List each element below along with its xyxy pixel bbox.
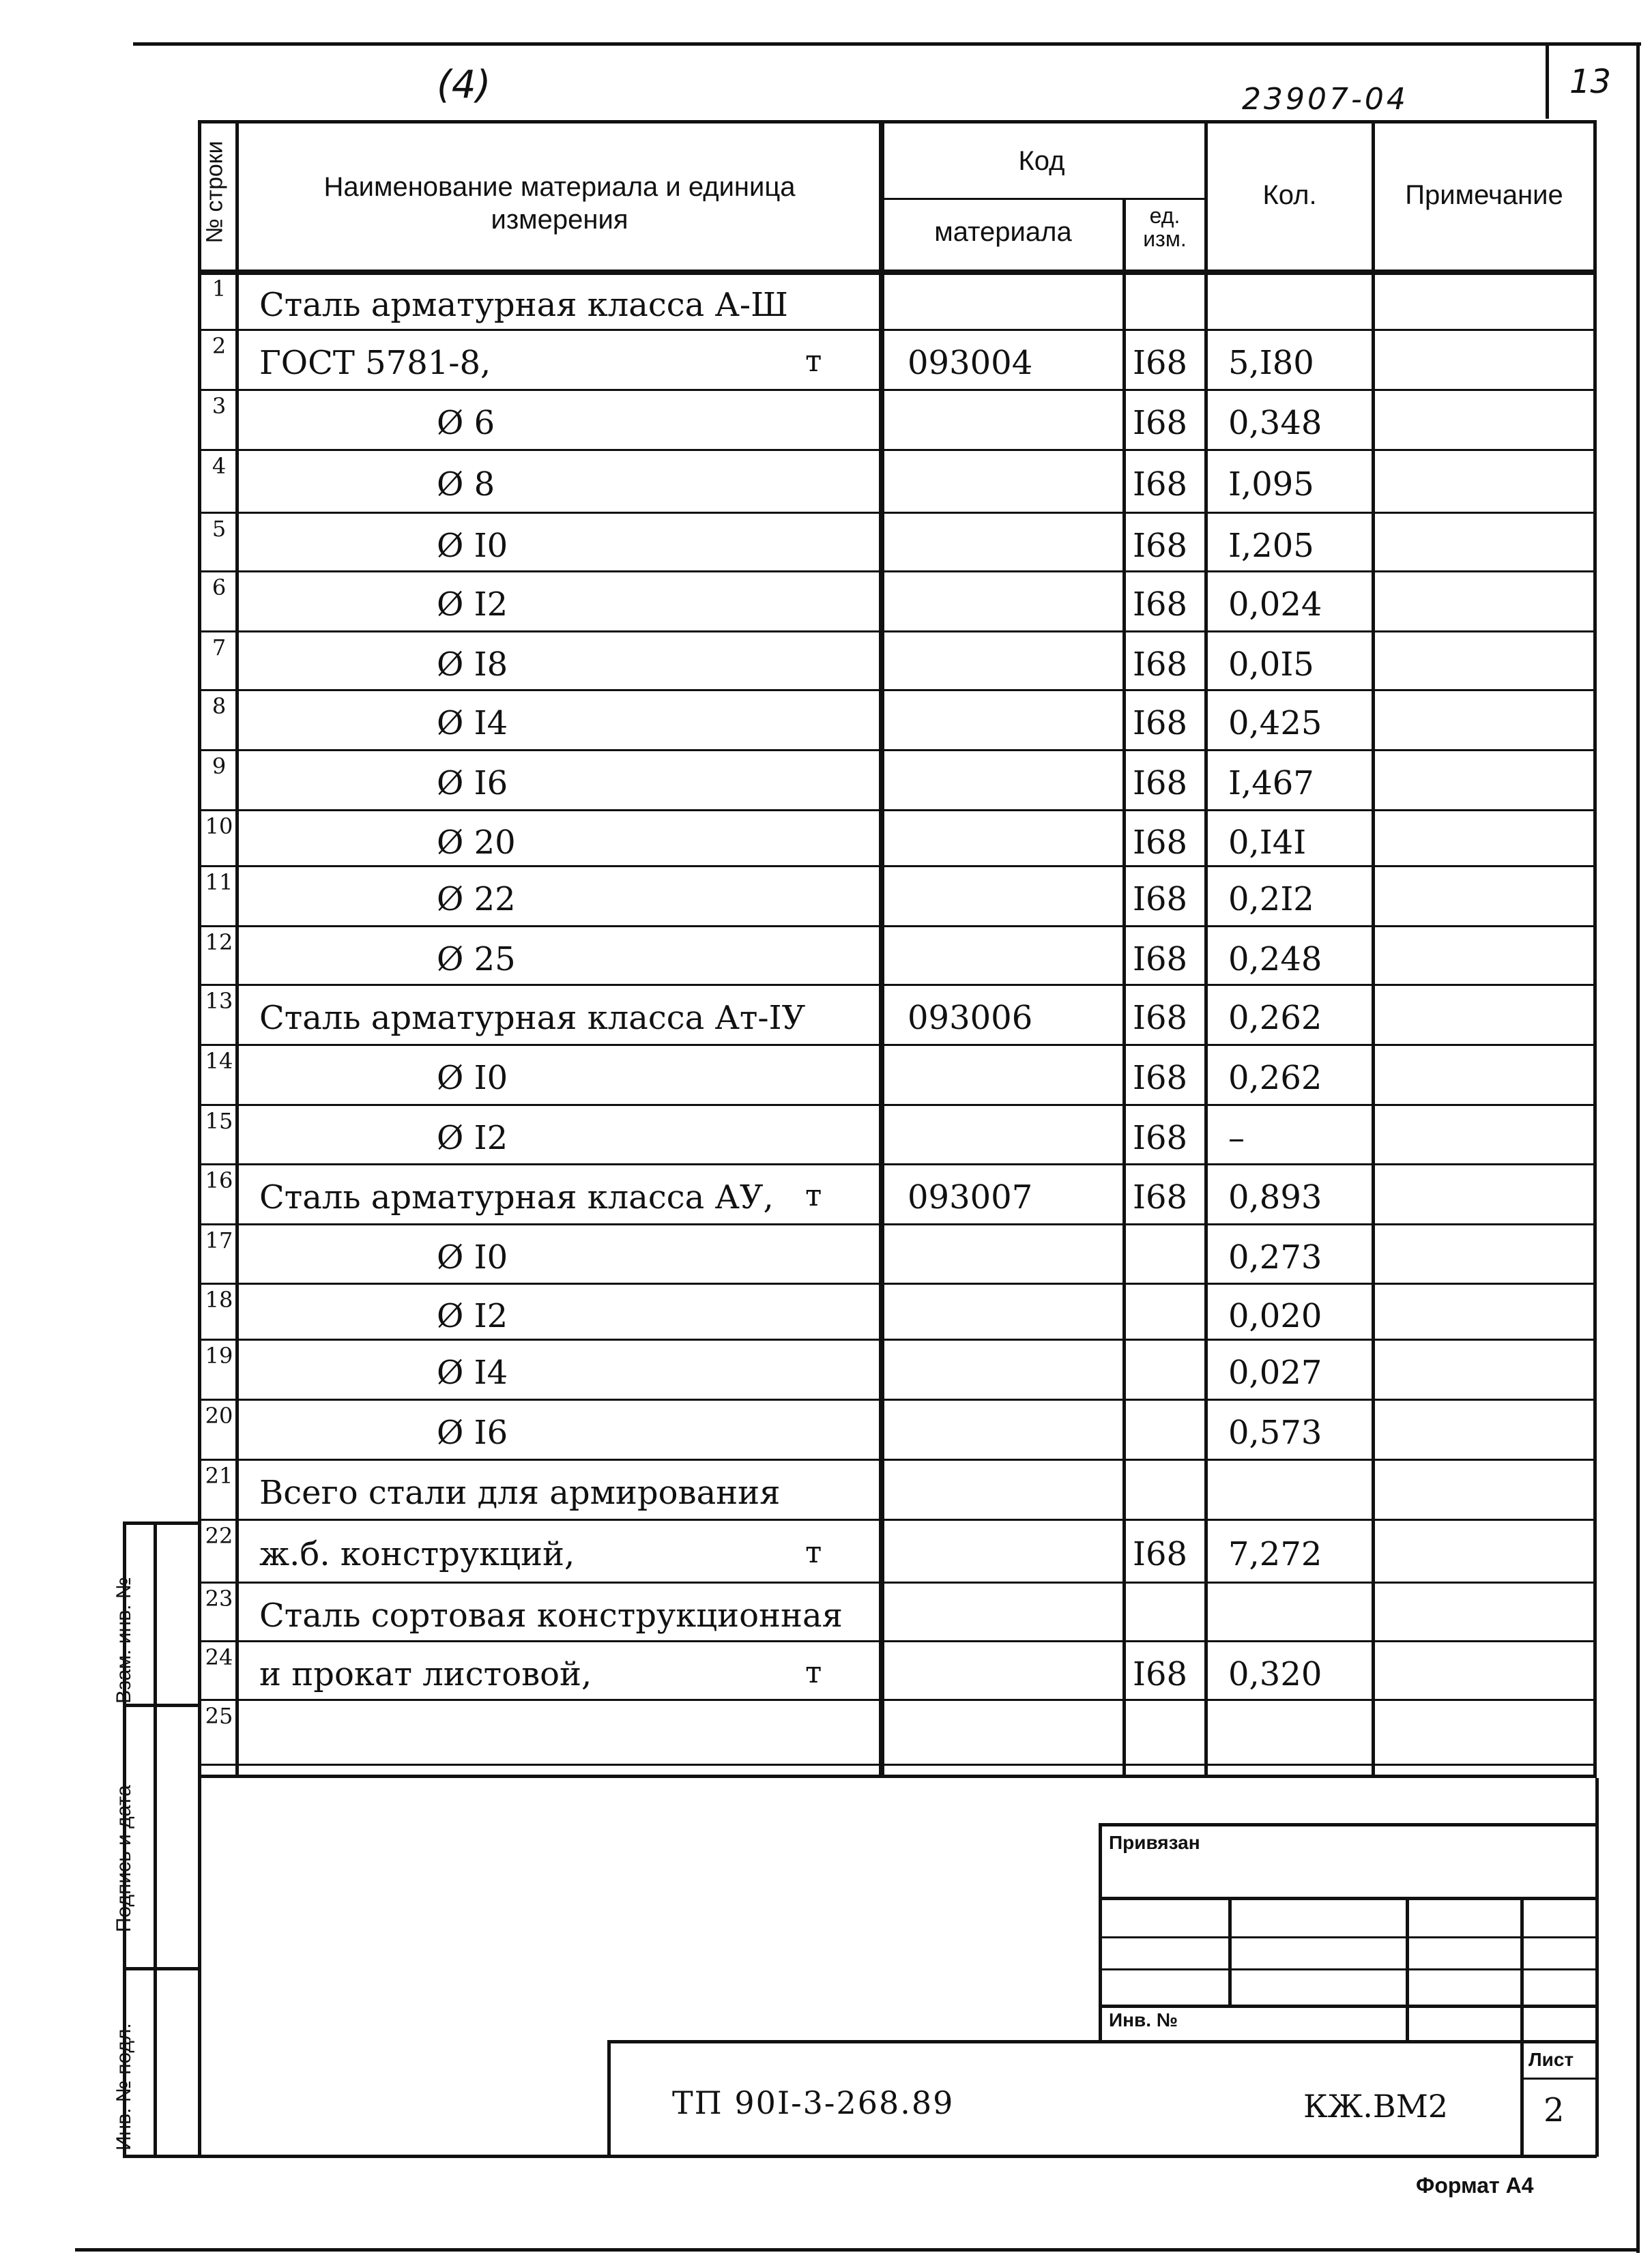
quantity: 0,273 [1228, 1238, 1322, 1277]
unit-code: I68 [1133, 585, 1188, 624]
unit-code: I68 [1133, 344, 1188, 383]
quantity: 0,020 [1228, 1296, 1322, 1335]
header-code-material: материала [934, 217, 1072, 247]
row-separator [198, 1459, 1597, 1461]
row-number: 6 [212, 574, 227, 600]
row-number: 25 [205, 1703, 233, 1729]
row-number: 1 [212, 276, 227, 302]
tb-col-2 [1406, 1897, 1409, 2041]
row-number: 16 [205, 1167, 233, 1193]
tb-right-line [1595, 1778, 1599, 2157]
row-separator [198, 689, 1597, 691]
material-name: Ø I2 [437, 585, 508, 624]
top-left-mark: (4) [437, 63, 491, 107]
code-subheader-line [879, 198, 1204, 200]
row-number: 13 [205, 988, 233, 1014]
tb-stamp-top-line [607, 2040, 1597, 2043]
material-name: Ø I4 [437, 704, 508, 743]
material-name: Ø I2 [437, 1119, 508, 1158]
material-name: ж.б. конструкций, [259, 1534, 575, 1573]
row-number: 12 [205, 929, 233, 955]
unit-code: I68 [1133, 999, 1188, 1038]
unit-code: I68 [1133, 465, 1188, 504]
material-name: Ø I0 [437, 1238, 508, 1277]
row-number: 11 [205, 869, 233, 895]
row-separator [198, 1044, 1597, 1046]
row-separator [198, 1163, 1597, 1165]
unit-code: I68 [1133, 1655, 1188, 1693]
material-name: ГОСТ 5781-8, [259, 344, 491, 383]
row-number: 4 [212, 453, 227, 479]
material-name: Ø I6 [437, 764, 508, 803]
row-number: 5 [212, 516, 227, 542]
unit-code: I68 [1133, 1059, 1188, 1098]
header-code: Код [1018, 146, 1065, 176]
row-number: 20 [205, 1403, 233, 1429]
unit-code: I68 [1133, 940, 1188, 978]
quantity: – [1228, 1119, 1245, 1158]
quantity: 0,0I5 [1228, 645, 1314, 684]
header-material-name: Наименование материала и единица измерения [323, 172, 796, 235]
row-separator [198, 1223, 1597, 1225]
material-name: Сталь сортовая конструкционная [259, 1596, 843, 1635]
unit-mark: т [805, 1655, 822, 1690]
material-name: Сталь арматурная класса Ат-IУ [259, 999, 806, 1038]
col-line-rowno [235, 120, 239, 1778]
material-name: Ø 22 [437, 880, 516, 919]
format-label: Формат А4 [1416, 2173, 1534, 2198]
quantity: I,095 [1228, 465, 1314, 504]
quantity: 0,262 [1228, 1059, 1322, 1098]
header-row-number: № строки [201, 141, 228, 244]
quantity: 0,I4I [1228, 823, 1307, 862]
unit-code: I68 [1133, 526, 1188, 565]
page-corner-number: 13 [1569, 63, 1612, 101]
side-label-podpis: Подпись и дата [113, 1785, 135, 1932]
quantity: I,205 [1228, 526, 1314, 565]
unit-code: I68 [1133, 404, 1188, 443]
side-stamp-divider-1 [123, 1704, 199, 1707]
frame-top-line [133, 42, 1641, 46]
quantity: 5,I80 [1228, 344, 1314, 383]
frame-bottom-inner-line [123, 2155, 1597, 2158]
unit-mark: т [805, 344, 822, 379]
material-name: Ø I2 [437, 1296, 508, 1335]
row-separator [198, 1764, 1597, 1766]
side-label-inv-podl: Инв. № подл. [113, 2023, 135, 2151]
row-separator [198, 449, 1597, 451]
row-separator [198, 1640, 1597, 1642]
quantity: 0,2I2 [1228, 880, 1314, 919]
material-name: Ø I0 [437, 526, 508, 565]
row-separator [198, 925, 1597, 927]
row-number: 9 [212, 753, 227, 779]
row-separator [198, 1104, 1597, 1106]
row-separator [198, 1699, 1597, 1701]
material-name: Сталь арматурная класса АУ, [259, 1178, 774, 1217]
unit-code: I68 [1133, 1178, 1188, 1217]
row-separator [198, 1582, 1597, 1584]
quantity: 0,893 [1228, 1178, 1322, 1217]
quantity: 0,573 [1228, 1414, 1322, 1453]
frame-bottom-line [75, 2248, 1638, 2252]
quantity: 0,425 [1228, 704, 1322, 743]
quantity: 0,348 [1228, 404, 1322, 443]
header-code-unit: ед. изм. [1143, 203, 1187, 251]
row-separator [198, 329, 1597, 331]
row-separator [198, 389, 1597, 391]
row-number: 14 [205, 1048, 233, 1074]
unit-code: I68 [1133, 880, 1188, 919]
unit-code: I68 [1133, 645, 1188, 684]
unit-code: I68 [1133, 1534, 1188, 1573]
row-separator [198, 1339, 1597, 1341]
side-stamp-mid-line [154, 1521, 157, 2156]
tb-list-number: 2 [1544, 2091, 1565, 2129]
row-separator [198, 809, 1597, 811]
quantity: 7,272 [1228, 1534, 1322, 1573]
row-number: 2 [212, 333, 227, 359]
quantity: 0,248 [1228, 940, 1322, 978]
side-stamp-top-line [123, 1521, 199, 1525]
row-number: 8 [212, 693, 227, 719]
row-number: 22 [205, 1523, 233, 1549]
material-name: Ø 6 [437, 404, 495, 443]
material-name: Ø 25 [437, 940, 516, 978]
row-number: 15 [205, 1108, 233, 1134]
side-label-vzam: Взам. инв. № [113, 1577, 135, 1704]
unit-mark: т [805, 1178, 822, 1214]
col-line-material [1122, 198, 1126, 1778]
doc-number: 23907-04 [1242, 82, 1408, 117]
quantity: 0,320 [1228, 1655, 1322, 1693]
row-separator [198, 512, 1597, 514]
row-number: 3 [212, 393, 227, 419]
row-separator [198, 570, 1597, 572]
tb-stamp-left-line [607, 2040, 611, 2156]
tb-list-label: Лист [1528, 2049, 1574, 2070]
material-code: 093007 [908, 1178, 1033, 1217]
tb-top-line [1099, 1823, 1597, 1826]
row-separator [198, 1283, 1597, 1285]
material-name: Ø 20 [437, 823, 516, 862]
frame-left-lower-line [198, 1778, 201, 2156]
header-quantity: Кол. [1262, 180, 1317, 210]
tb-section-code: КЖ.ВМ2 [1303, 2088, 1449, 2125]
material-name: и прокат листовой, [259, 1655, 592, 1693]
row-separator [198, 1519, 1597, 1521]
quantity: 0,262 [1228, 999, 1322, 1038]
row-number: 24 [205, 1644, 233, 1670]
tb-inv-no: Инв. № [1109, 2009, 1178, 2030]
material-name: Ø I0 [437, 1059, 508, 1098]
row-number: 21 [205, 1463, 233, 1489]
row-number: 17 [205, 1227, 233, 1253]
row-separator [198, 749, 1597, 751]
col-line-name [879, 120, 884, 1778]
material-code: 093004 [908, 344, 1033, 383]
material-name: Ø 8 [437, 465, 495, 504]
material-name: Ø I4 [437, 1354, 508, 1393]
material-name: Ø I8 [437, 645, 508, 684]
row-separator [198, 984, 1597, 986]
col-line-unit [1204, 120, 1208, 1778]
unit-mark: т [805, 1534, 822, 1570]
unit-code: I68 [1133, 1119, 1188, 1158]
tb-left-line [1099, 1823, 1102, 2041]
tb-list-divider [1520, 2078, 1597, 2080]
quantity: I,467 [1228, 764, 1314, 803]
header-note: Примечание [1405, 180, 1563, 210]
row-number: 19 [205, 1343, 233, 1369]
material-name: Ø I6 [437, 1414, 508, 1453]
material-name: Сталь арматурная класса А-Ш [259, 286, 788, 325]
tb-privyazan: Привязан [1109, 1832, 1200, 1853]
quantity: 0,027 [1228, 1354, 1322, 1393]
quantity: 0,024 [1228, 585, 1322, 624]
row-number: 18 [205, 1287, 233, 1313]
row-separator [198, 865, 1597, 867]
unit-code: I68 [1133, 823, 1188, 862]
unit-code: I68 [1133, 704, 1188, 743]
side-stamp-divider-2 [123, 1967, 199, 1970]
row-separator [198, 630, 1597, 632]
row-number: 10 [205, 813, 233, 839]
row-number: 23 [205, 1586, 233, 1612]
frame-right-line [1636, 42, 1640, 2253]
tb-col-1 [1228, 1897, 1232, 2005]
row-number: 7 [212, 635, 227, 660]
unit-code: I68 [1133, 764, 1188, 803]
tb-col-3 [1520, 1897, 1524, 2156]
material-name: Всего стали для армирования [259, 1474, 781, 1513]
header-bottom-line [198, 270, 1597, 275]
row-separator [198, 1399, 1597, 1401]
material-code: 093006 [908, 999, 1033, 1038]
col-line-qty [1372, 120, 1375, 1778]
corner-divider [1546, 42, 1549, 119]
tb-doc-code: ТП 90I-3-268.89 [672, 2084, 955, 2121]
